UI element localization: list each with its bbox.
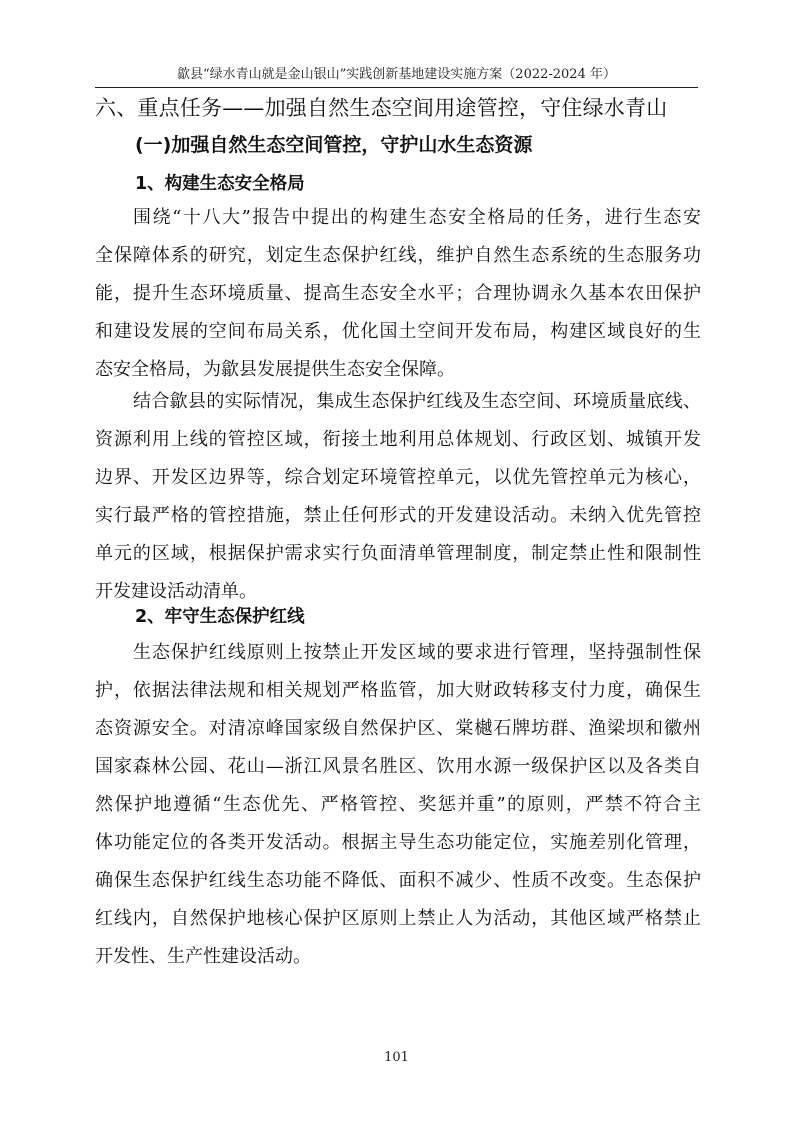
paragraph-line: 体功能定位的各类开发活动。根据主导生态功能定位，实施差别化管理，: [95, 832, 701, 853]
paragraph-line: 和建设发展的空间布局关系，优化国土空间开发布局，构建区域良好的生: [95, 321, 701, 342]
paragraph-line: 确保生态保护红线生态功能不降低、面积不减少、性质不改变。生态保护: [95, 870, 701, 891]
paragraph-line: 能，提升生态环境质量、提高生态安全水平；合理协调永久基本农田保护: [95, 283, 701, 304]
paragraph-1: [95, 199, 701, 389]
item-title-1: 1、构建生态安全格局: [135, 174, 305, 194]
page-number: 101: [384, 1050, 409, 1065]
paragraph-line: 结合歙县的实际情况，集成生态保护红线及生态空间、环境质量底线、: [133, 391, 701, 412]
paragraph-line: 资源利用上线的管控区域，衔接土地利用总体规划、行政区划、城镇开发: [95, 429, 701, 450]
paragraph-line: 边界、开发区边界等，综合划定环境管控单元，以优先管控单元为核心，: [95, 467, 701, 488]
subsection-title: (一)加强自然生态空间管控，守护山水生态资源: [135, 134, 533, 156]
paragraph-line: 围绕“十八大”报告中提出的构建生态安全格局的任务，进行生态安: [133, 207, 701, 228]
paragraph-line: 然保护地遵循“生态优先、严格管控、奖惩并重”的原则，严禁不符合主: [95, 794, 701, 815]
paragraph-line: 开发性、生产性建设活动。: [95, 946, 311, 967]
paragraph-line: 红线内，自然保护地核心保护区原则上禁止人为活动，其他区域严格禁止: [95, 908, 701, 929]
paragraph-line: 生态保护红线原则上按禁止开发区域的要求进行管理，坚持强制性保: [133, 642, 701, 663]
paragraph-line: 实行最严格的管控措施，禁止任何形式的开发建设活动。未纳入优先管控: [95, 505, 701, 526]
header-rule: [95, 87, 698, 88]
paragraph-line: 态安全格局，为歙县发展提供生态安全保障。: [95, 359, 455, 380]
paragraph-line: 全保障体系的研究，划定生态保护红线，维护自然生态系统的生态服务功: [95, 245, 701, 266]
paragraph-line: 单元的区域，根据保护需求实行负面清单管理制度，制定禁止性和限制性: [95, 543, 701, 564]
paragraph-3: [95, 634, 701, 976]
paragraph-line: 态资源安全。对清凉峰国家级自然保护区、棠樾石牌坊群、渔梁坝和徽州: [95, 718, 701, 739]
paragraph-line: 护，依据法律法规和相关规划严格监管，加大财政转移支付力度，确保生: [95, 680, 701, 701]
running-header: 歙县“绿水青山就是金山银山”实践创新基地建设实施方案（2022-2024 年）: [177, 67, 616, 82]
section-title: 六、重点任务——加强自然生态空间用途管控，守住绿水青山: [95, 96, 668, 120]
paragraph-line: 开发建设活动清单。: [95, 581, 257, 602]
paragraph-2: [95, 383, 701, 611]
paragraph-line: 国家森林公园、花山—浙江风景名胜区、饮用水源一级保护区以及各类自: [95, 756, 701, 777]
item-title-2: 2、牢守生态保护红线: [135, 607, 305, 627]
